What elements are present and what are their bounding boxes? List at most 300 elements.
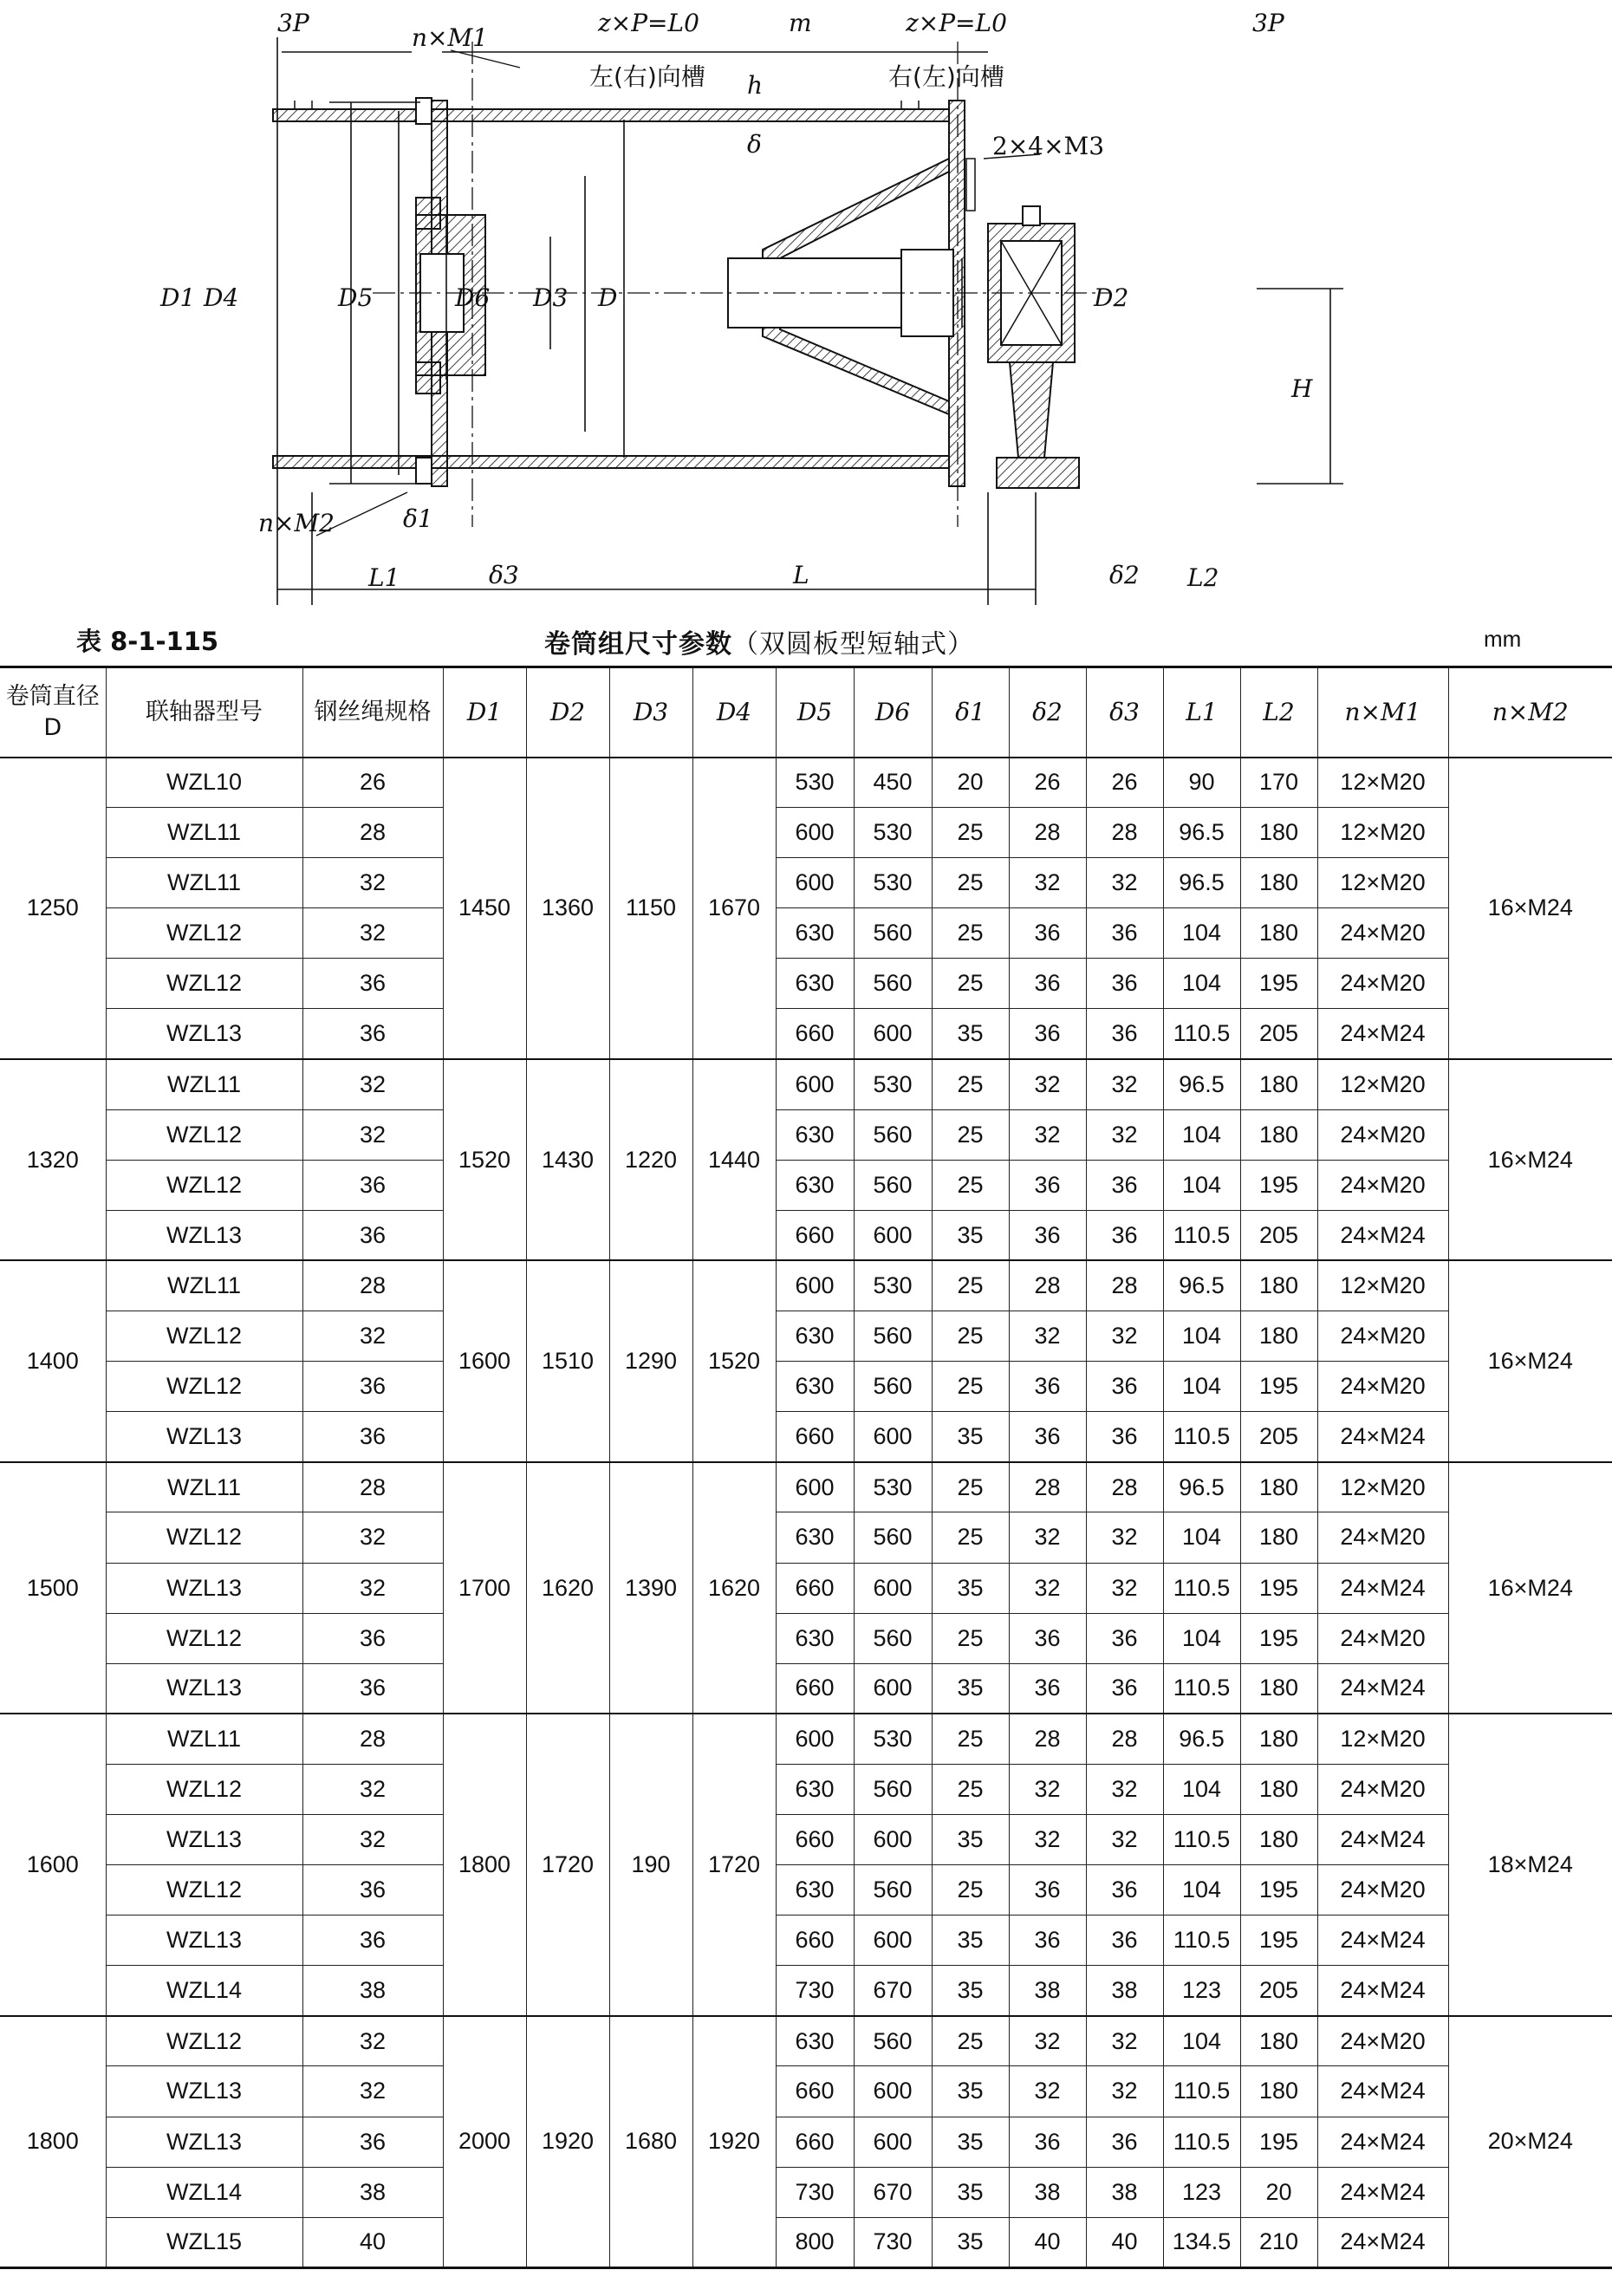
cell-coupling: WZL13 bbox=[106, 1563, 302, 1613]
label-delta3: δ3 bbox=[489, 561, 519, 589]
cell-L1: 123 bbox=[1163, 1966, 1240, 2016]
table-row bbox=[0, 1613, 1612, 1663]
cell-d3: 40 bbox=[1086, 2217, 1163, 2267]
cell-n-m2: 16×M24 bbox=[1448, 758, 1612, 1060]
cell-d1: 25 bbox=[932, 1613, 1009, 1663]
cell-d3: 32 bbox=[1086, 1814, 1163, 1864]
cell-nM1: 12×M20 bbox=[1317, 758, 1448, 808]
cell-D5: 660 bbox=[776, 1663, 854, 1714]
cell-d2: 36 bbox=[1009, 2117, 1086, 2167]
cell-L2: 180 bbox=[1240, 1714, 1317, 1764]
cell-d2: 36 bbox=[1009, 1663, 1086, 1714]
cell-rope: 32 bbox=[302, 1814, 443, 1864]
cell-rope: 36 bbox=[302, 1865, 443, 1916]
cell-rope: 36 bbox=[302, 1916, 443, 1966]
cell-d2: 32 bbox=[1009, 1764, 1086, 1814]
cell-L2: 180 bbox=[1240, 808, 1317, 858]
cell-D4: 1440 bbox=[692, 1059, 776, 1260]
col-header-D2: D2 bbox=[526, 667, 609, 758]
cell-nM1: 12×M20 bbox=[1317, 1714, 1448, 1764]
cell-D5: 630 bbox=[776, 1512, 854, 1563]
cell-L1: 110.5 bbox=[1163, 1009, 1240, 1059]
label-n-m1: n×M1 bbox=[412, 23, 488, 52]
cell-D3: 1150 bbox=[609, 758, 692, 1060]
cell-L2: 210 bbox=[1240, 2217, 1317, 2267]
cell-L2: 180 bbox=[1240, 1663, 1317, 1714]
cell-coupling: WZL13 bbox=[106, 2117, 302, 2167]
cell-nM1: 24×M20 bbox=[1317, 1512, 1448, 1563]
cell-L2: 180 bbox=[1240, 2066, 1317, 2117]
cell-D5: 660 bbox=[776, 2066, 854, 2117]
cell-L1: 104 bbox=[1163, 959, 1240, 1009]
table-title bbox=[544, 622, 974, 660]
table-row bbox=[0, 2167, 1612, 2217]
cell-D3: 1680 bbox=[609, 2016, 692, 2267]
cell-rope: 36 bbox=[302, 1009, 443, 1059]
cell-d1: 25 bbox=[932, 1059, 1009, 1109]
cell-d1: 25 bbox=[932, 1311, 1009, 1362]
cell-L2: 195 bbox=[1240, 1362, 1317, 1412]
cell-L1: 110.5 bbox=[1163, 1412, 1240, 1462]
label-D1: D1 bbox=[160, 283, 196, 312]
cell-d2: 38 bbox=[1009, 1966, 1086, 2016]
cell-coupling: WZL11 bbox=[106, 1462, 302, 1512]
cell-L1: 110.5 bbox=[1163, 1814, 1240, 1864]
bearing-support bbox=[988, 206, 1079, 488]
cell-D5: 730 bbox=[776, 1966, 854, 2016]
table-title-main: 卷筒组尺寸参数 bbox=[544, 629, 732, 660]
cell-d3: 26 bbox=[1086, 758, 1163, 808]
cell-D6: 560 bbox=[854, 2016, 932, 2066]
cell-coupling: WZL12 bbox=[106, 1865, 302, 1916]
cell-nM1: 24×M20 bbox=[1317, 1160, 1448, 1210]
cell-d2: 36 bbox=[1009, 908, 1086, 959]
cell-D6: 530 bbox=[854, 858, 932, 908]
cell-L2: 180 bbox=[1240, 1059, 1317, 1109]
table-row bbox=[0, 1563, 1612, 1613]
cell-d2: 36 bbox=[1009, 1009, 1086, 1059]
cell-L1: 134.5 bbox=[1163, 2217, 1240, 2267]
cell-rope: 32 bbox=[302, 1109, 443, 1160]
cell-nM1: 24×M24 bbox=[1317, 2167, 1448, 2217]
cell-D6: 530 bbox=[854, 1059, 932, 1109]
cell-D3: 1220 bbox=[609, 1059, 692, 1260]
cell-d2: 32 bbox=[1009, 1109, 1086, 1160]
cell-L1: 104 bbox=[1163, 1764, 1240, 1814]
cell-nM1: 24×M20 bbox=[1317, 1613, 1448, 1663]
cell-D5: 630 bbox=[776, 959, 854, 1009]
table-row bbox=[0, 1865, 1612, 1916]
cell-D6: 600 bbox=[854, 1916, 932, 1966]
cell-D6: 600 bbox=[854, 1009, 932, 1059]
drawing-svg bbox=[160, 7, 1395, 605]
cell-L2: 195 bbox=[1240, 1916, 1317, 1966]
cell-D6: 560 bbox=[854, 1764, 932, 1814]
cell-nM1: 24×M20 bbox=[1317, 1362, 1448, 1412]
cell-d1: 25 bbox=[932, 1512, 1009, 1563]
cell-D3: 190 bbox=[609, 1714, 692, 2016]
cell-nM1: 24×M24 bbox=[1317, 1916, 1448, 1966]
cell-L2: 205 bbox=[1240, 1009, 1317, 1059]
cell-d3: 36 bbox=[1086, 959, 1163, 1009]
cell-drum-diameter: 1500 bbox=[0, 1462, 106, 1714]
cell-d3: 28 bbox=[1086, 808, 1163, 858]
cell-d1: 20 bbox=[932, 758, 1009, 808]
cell-d1: 25 bbox=[932, 1462, 1009, 1512]
cell-L1: 110.5 bbox=[1163, 2066, 1240, 2117]
cell-D3: 1290 bbox=[609, 1260, 692, 1461]
cell-D5: 660 bbox=[776, 2117, 854, 2167]
cell-D1: 1450 bbox=[443, 758, 526, 1060]
cell-nM1: 24×M24 bbox=[1317, 2117, 1448, 2167]
cell-L1: 104 bbox=[1163, 1160, 1240, 1210]
cell-rope: 32 bbox=[302, 1311, 443, 1362]
cell-d3: 32 bbox=[1086, 2066, 1163, 2117]
col-header-D1: D1 bbox=[443, 667, 526, 758]
cell-drum-diameter: 1400 bbox=[0, 1260, 106, 1461]
table-row bbox=[0, 758, 1612, 808]
cell-D6: 560 bbox=[854, 959, 932, 1009]
cell-rope: 36 bbox=[302, 959, 443, 1009]
label-bolts-m3: 2×4×M3 bbox=[992, 132, 1105, 160]
cell-D5: 630 bbox=[776, 1160, 854, 1210]
table-row bbox=[0, 1260, 1612, 1311]
cell-coupling: WZL12 bbox=[106, 1764, 302, 1814]
cell-D6: 560 bbox=[854, 1160, 932, 1210]
cell-D4: 1620 bbox=[692, 1462, 776, 1714]
cell-d3: 32 bbox=[1086, 1311, 1163, 1362]
cell-L2: 180 bbox=[1240, 1311, 1317, 1362]
cell-d2: 28 bbox=[1009, 1260, 1086, 1311]
col-header-D3: D3 bbox=[609, 667, 692, 758]
cell-nM1: 12×M20 bbox=[1317, 858, 1448, 908]
cell-d3: 32 bbox=[1086, 1512, 1163, 1563]
cell-coupling: WZL12 bbox=[106, 908, 302, 959]
cell-L1: 123 bbox=[1163, 2167, 1240, 2217]
table-row bbox=[0, 1109, 1612, 1160]
cell-coupling: WZL10 bbox=[106, 758, 302, 808]
cell-L1: 96.5 bbox=[1163, 858, 1240, 908]
cell-d3: 32 bbox=[1086, 1764, 1163, 1814]
cell-d3: 36 bbox=[1086, 908, 1163, 959]
label-groove-depth: h bbox=[747, 71, 764, 100]
cell-D5: 730 bbox=[776, 2167, 854, 2217]
table-title-sub: （双圆板型短轴式） bbox=[732, 629, 974, 660]
cell-D5: 630 bbox=[776, 1109, 854, 1160]
table-row bbox=[0, 2117, 1612, 2167]
label-lead-right: z×P=L0 bbox=[906, 9, 1007, 37]
cell-rope: 32 bbox=[302, 1563, 443, 1613]
cell-d1: 35 bbox=[932, 1412, 1009, 1462]
cell-d1: 25 bbox=[932, 1764, 1009, 1814]
header-row bbox=[0, 667, 1612, 758]
cell-d2: 32 bbox=[1009, 858, 1086, 908]
cell-nM1: 24×M24 bbox=[1317, 1814, 1448, 1864]
label-midline: m bbox=[789, 9, 812, 37]
col-header-rope: 钢丝绳规格 bbox=[302, 667, 443, 758]
cell-D1: 1600 bbox=[443, 1260, 526, 1461]
cell-L2: 180 bbox=[1240, 1462, 1317, 1512]
cell-L2: 205 bbox=[1240, 1966, 1317, 2016]
cell-d3: 28 bbox=[1086, 1462, 1163, 1512]
cell-L1: 104 bbox=[1163, 1109, 1240, 1160]
cell-d2: 36 bbox=[1009, 1865, 1086, 1916]
cell-coupling: WZL12 bbox=[106, 1311, 302, 1362]
col-header-L1: L1 bbox=[1163, 667, 1240, 758]
table-row bbox=[0, 808, 1612, 858]
table-unit: mm bbox=[1484, 626, 1522, 652]
cell-D5: 660 bbox=[776, 1563, 854, 1613]
cell-d1: 35 bbox=[932, 1563, 1009, 1613]
label-D: D bbox=[598, 283, 618, 312]
cell-d1: 35 bbox=[932, 1210, 1009, 1260]
cell-rope: 36 bbox=[302, 1210, 443, 1260]
cell-d3: 36 bbox=[1086, 1210, 1163, 1260]
cell-nM1: 24×M24 bbox=[1317, 1009, 1448, 1059]
cell-drum-diameter: 1320 bbox=[0, 1059, 106, 1260]
label-H: H bbox=[1291, 374, 1313, 403]
cell-rope: 28 bbox=[302, 1260, 443, 1311]
cell-L2: 195 bbox=[1240, 1160, 1317, 1210]
cell-d2: 28 bbox=[1009, 1462, 1086, 1512]
cell-coupling: WZL12 bbox=[106, 1160, 302, 1210]
cell-d3: 36 bbox=[1086, 1916, 1163, 1966]
cell-L1: 96.5 bbox=[1163, 808, 1240, 858]
cell-n-m2: 16×M24 bbox=[1448, 1462, 1612, 1714]
label-L2: L2 bbox=[1187, 563, 1219, 592]
col-header-delta1: δ1 bbox=[932, 667, 1009, 758]
cell-nM1: 24×M20 bbox=[1317, 1311, 1448, 1362]
col-header-delta3: δ3 bbox=[1086, 667, 1163, 758]
cell-D5: 660 bbox=[776, 1814, 854, 1864]
cell-coupling: WZL12 bbox=[106, 2016, 302, 2066]
cell-D6: 450 bbox=[854, 758, 932, 808]
cell-L1: 96.5 bbox=[1163, 1059, 1240, 1109]
label-wall: δ bbox=[747, 130, 762, 159]
cell-d1: 25 bbox=[932, 808, 1009, 858]
cell-drum-diameter: 1250 bbox=[0, 758, 106, 1060]
cell-coupling: WZL13 bbox=[106, 1663, 302, 1714]
cell-L2: 180 bbox=[1240, 1260, 1317, 1311]
cell-d2: 32 bbox=[1009, 2066, 1086, 2117]
cell-L1: 104 bbox=[1163, 1865, 1240, 1916]
cell-nM1: 12×M20 bbox=[1317, 1059, 1448, 1109]
cell-d1: 25 bbox=[932, 2016, 1009, 2066]
cell-L2: 180 bbox=[1240, 908, 1317, 959]
cell-D5: 600 bbox=[776, 1260, 854, 1311]
table-row bbox=[0, 1764, 1612, 1814]
cell-D5: 530 bbox=[776, 758, 854, 808]
cell-rope: 32 bbox=[302, 1512, 443, 1563]
cell-D6: 600 bbox=[854, 1814, 932, 1864]
cell-n-m2: 18×M24 bbox=[1448, 1714, 1612, 2016]
cell-D6: 560 bbox=[854, 1109, 932, 1160]
col-header-L2: L2 bbox=[1240, 667, 1317, 758]
cell-D5: 600 bbox=[776, 1462, 854, 1512]
cell-D4: 1920 bbox=[692, 2016, 776, 2267]
cell-d3: 28 bbox=[1086, 1260, 1163, 1311]
cell-rope: 26 bbox=[302, 758, 443, 808]
cell-d3: 32 bbox=[1086, 858, 1163, 908]
cell-d3: 36 bbox=[1086, 1160, 1163, 1210]
cell-d3: 36 bbox=[1086, 1009, 1163, 1059]
cell-D5: 660 bbox=[776, 1009, 854, 1059]
col-header-coupling: 联轴器型号 bbox=[106, 667, 302, 758]
cell-D1: 2000 bbox=[443, 2016, 526, 2267]
cell-rope: 36 bbox=[302, 1362, 443, 1412]
label-3p-right: 3P bbox=[1252, 9, 1284, 37]
table-row bbox=[0, 1311, 1612, 1362]
cell-d3: 38 bbox=[1086, 2167, 1163, 2217]
cell-D6: 600 bbox=[854, 1563, 932, 1613]
cell-D6: 530 bbox=[854, 808, 932, 858]
table-row bbox=[0, 2217, 1612, 2267]
cell-drum-diameter: 1800 bbox=[0, 2016, 106, 2267]
table-row bbox=[0, 1362, 1612, 1412]
cell-D6: 560 bbox=[854, 1512, 932, 1563]
cell-L2: 20 bbox=[1240, 2167, 1317, 2217]
cell-coupling: WZL13 bbox=[106, 1412, 302, 1462]
cell-coupling: WZL12 bbox=[106, 1512, 302, 1563]
cell-d2: 32 bbox=[1009, 1059, 1086, 1109]
cell-nM1: 24×M20 bbox=[1317, 959, 1448, 1009]
table-row bbox=[0, 858, 1612, 908]
cell-L2: 170 bbox=[1240, 758, 1317, 808]
cell-D5: 630 bbox=[776, 1865, 854, 1916]
cell-d2: 32 bbox=[1009, 1563, 1086, 1613]
cell-nM1: 12×M20 bbox=[1317, 1462, 1448, 1512]
cell-coupling: WZL13 bbox=[106, 1009, 302, 1059]
cell-d2: 36 bbox=[1009, 959, 1086, 1009]
cell-coupling: WZL12 bbox=[106, 1109, 302, 1160]
cell-d1: 35 bbox=[932, 1663, 1009, 1714]
cell-L2: 195 bbox=[1240, 959, 1317, 1009]
cell-nM1: 24×M24 bbox=[1317, 1663, 1448, 1714]
cell-coupling: WZL15 bbox=[106, 2217, 302, 2267]
cell-n-m2: 20×M24 bbox=[1448, 2016, 1612, 2267]
label-3p-left: 3P bbox=[277, 9, 309, 37]
cell-L2: 195 bbox=[1240, 1613, 1317, 1663]
cell-D6: 530 bbox=[854, 1260, 932, 1311]
cell-coupling: WZL11 bbox=[106, 1059, 302, 1109]
cell-coupling: WZL11 bbox=[106, 808, 302, 858]
cell-coupling: WZL12 bbox=[106, 959, 302, 1009]
cell-L2: 205 bbox=[1240, 1210, 1317, 1260]
cell-rope: 36 bbox=[302, 2117, 443, 2167]
col-header-D4: D4 bbox=[692, 667, 776, 758]
cell-D2: 1920 bbox=[526, 2016, 609, 2267]
cell-L2: 180 bbox=[1240, 858, 1317, 908]
cell-L2: 205 bbox=[1240, 1412, 1317, 1462]
cell-d3: 28 bbox=[1086, 1714, 1163, 1764]
cell-d1: 25 bbox=[932, 1714, 1009, 1764]
table-row bbox=[0, 1462, 1612, 1512]
cell-coupling: WZL14 bbox=[106, 2167, 302, 2217]
cell-L1: 110.5 bbox=[1163, 1563, 1240, 1613]
cell-rope: 32 bbox=[302, 858, 443, 908]
cell-d1: 35 bbox=[932, 2217, 1009, 2267]
cell-L2: 180 bbox=[1240, 1814, 1317, 1864]
cell-L1: 104 bbox=[1163, 1512, 1240, 1563]
cell-nM1: 12×M20 bbox=[1317, 1260, 1448, 1311]
cell-coupling: WZL13 bbox=[106, 1814, 302, 1864]
cell-coupling: WZL13 bbox=[106, 2066, 302, 2117]
cell-D6: 560 bbox=[854, 1613, 932, 1663]
label-D4: D4 bbox=[204, 283, 239, 312]
cell-D5: 600 bbox=[776, 1714, 854, 1764]
cell-nM1: 24×M20 bbox=[1317, 908, 1448, 959]
table-row bbox=[0, 1814, 1612, 1864]
cell-coupling: WZL11 bbox=[106, 1260, 302, 1311]
cell-D5: 600 bbox=[776, 1059, 854, 1109]
cell-D6: 670 bbox=[854, 1966, 932, 2016]
cell-L1: 104 bbox=[1163, 1613, 1240, 1663]
cell-d3: 32 bbox=[1086, 1059, 1163, 1109]
cell-D2: 1510 bbox=[526, 1260, 609, 1461]
cell-D5: 630 bbox=[776, 2016, 854, 2066]
cell-d2: 36 bbox=[1009, 1412, 1086, 1462]
cell-D2: 1430 bbox=[526, 1059, 609, 1260]
cell-L2: 180 bbox=[1240, 2016, 1317, 2066]
cell-d2: 36 bbox=[1009, 1210, 1086, 1260]
cell-d2: 32 bbox=[1009, 1814, 1086, 1864]
cell-D4: 1720 bbox=[692, 1714, 776, 2016]
cell-d3: 36 bbox=[1086, 1362, 1163, 1412]
cell-D6: 530 bbox=[854, 1462, 932, 1512]
cell-d3: 32 bbox=[1086, 1563, 1163, 1613]
cell-nM1: 24×M20 bbox=[1317, 1865, 1448, 1916]
cell-D6: 560 bbox=[854, 1311, 932, 1362]
cell-d3: 36 bbox=[1086, 1613, 1163, 1663]
cell-coupling: WZL11 bbox=[106, 1714, 302, 1764]
cell-L1: 96.5 bbox=[1163, 1462, 1240, 1512]
cell-D6: 530 bbox=[854, 1714, 932, 1764]
cell-d3: 32 bbox=[1086, 2016, 1163, 2066]
cell-D1: 1520 bbox=[443, 1059, 526, 1260]
table-row bbox=[0, 2016, 1612, 2066]
cell-L1: 110.5 bbox=[1163, 1916, 1240, 1966]
cell-rope: 32 bbox=[302, 2016, 443, 2066]
col-header-n-m1: n×M1 bbox=[1317, 667, 1448, 758]
table-row bbox=[0, 959, 1612, 1009]
cell-rope: 32 bbox=[302, 1059, 443, 1109]
table-row bbox=[0, 1160, 1612, 1210]
cell-d1: 25 bbox=[932, 858, 1009, 908]
cell-rope: 36 bbox=[302, 1663, 443, 1714]
cell-L1: 104 bbox=[1163, 2016, 1240, 2066]
cell-L1: 96.5 bbox=[1163, 1260, 1240, 1311]
cell-D5: 630 bbox=[776, 1613, 854, 1663]
cell-rope: 32 bbox=[302, 1764, 443, 1814]
cell-D1: 1800 bbox=[443, 1714, 526, 2016]
cell-L1: 110.5 bbox=[1163, 1663, 1240, 1714]
cell-D5: 630 bbox=[776, 1764, 854, 1814]
cell-L2: 195 bbox=[1240, 1563, 1317, 1613]
cell-nM1: 24×M24 bbox=[1317, 1563, 1448, 1613]
cell-rope: 36 bbox=[302, 1160, 443, 1210]
cell-D3: 1390 bbox=[609, 1462, 692, 1714]
cell-d2: 36 bbox=[1009, 1613, 1086, 1663]
cell-D4: 1520 bbox=[692, 1260, 776, 1461]
cell-rope: 32 bbox=[302, 2066, 443, 2117]
cell-nM1: 12×M20 bbox=[1317, 808, 1448, 858]
cell-d1: 25 bbox=[932, 1160, 1009, 1210]
table-row bbox=[0, 1714, 1612, 1764]
cell-d1: 25 bbox=[932, 959, 1009, 1009]
table-row bbox=[0, 1059, 1612, 1109]
cell-D5: 630 bbox=[776, 1362, 854, 1412]
cell-d2: 40 bbox=[1009, 2217, 1086, 2267]
